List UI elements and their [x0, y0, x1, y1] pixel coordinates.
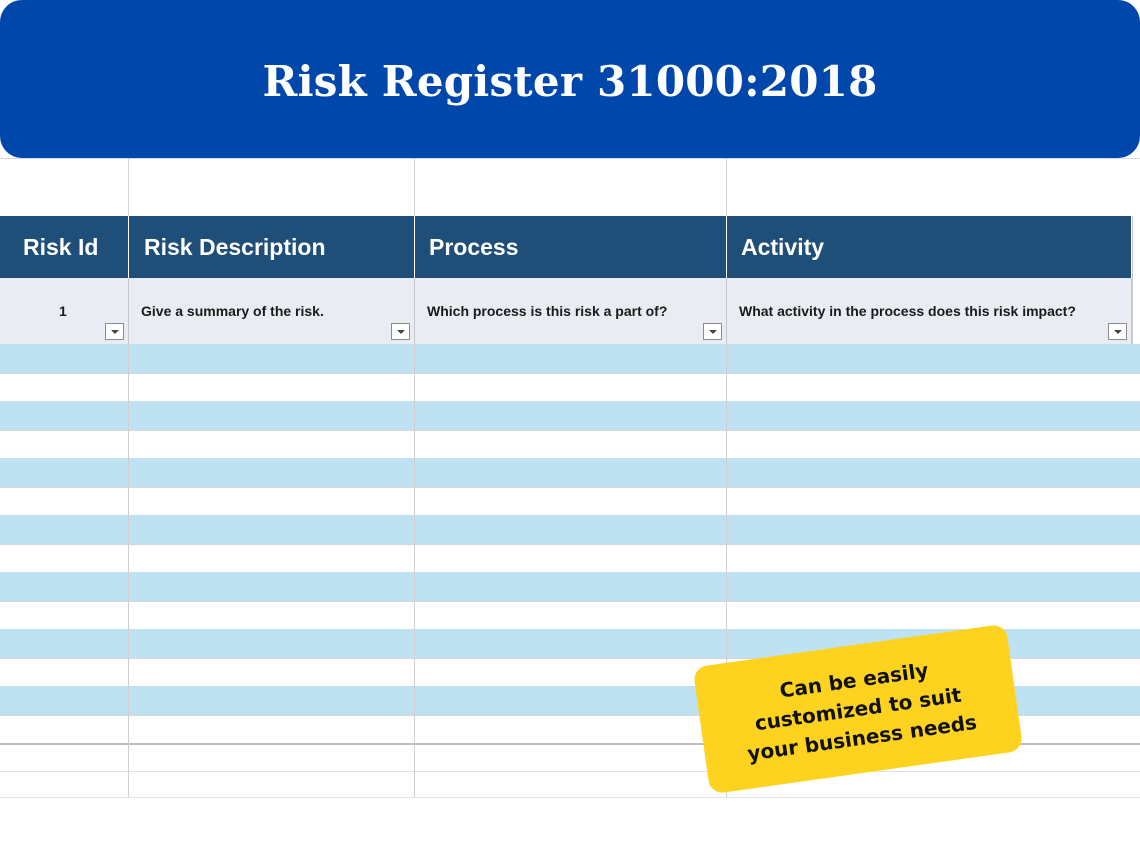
- column-header-risk-id[interactable]: Risk Id: [0, 216, 129, 278]
- grid-line: [726, 158, 727, 216]
- grid-line: [0, 158, 1140, 159]
- table-row[interactable]: [0, 572, 1140, 601]
- grid-line: [414, 158, 415, 216]
- table-row[interactable]: [0, 487, 1140, 517]
- column-header-risk-description[interactable]: Risk Description: [129, 216, 415, 278]
- next-column-edge: [1132, 216, 1140, 344]
- grid-line: [128, 344, 129, 797]
- page-title: Risk Register 31000:2018: [262, 56, 878, 106]
- filter-dropdown-icon[interactable]: [1108, 323, 1127, 340]
- grid-line: [0, 771, 1140, 772]
- cell-risk-description[interactable]: Give a summary of the risk.: [129, 278, 415, 344]
- cell-process[interactable]: Which process is this risk a part of?: [415, 278, 727, 344]
- table-row[interactable]: [0, 373, 1140, 403]
- filter-dropdown-icon[interactable]: [703, 323, 722, 340]
- table-header: [0, 216, 1132, 278]
- grid-line: [414, 344, 415, 797]
- grid-line: [0, 797, 1140, 798]
- table-row[interactable]: [0, 515, 1140, 544]
- cell-activity[interactable]: What activity in the process does this risk impact?: [727, 278, 1132, 344]
- callout-text: Can be easily customized to suit your business needs: [745, 657, 979, 766]
- table-row[interactable]: [0, 430, 1140, 460]
- table-row[interactable]: [0, 544, 1140, 574]
- table-row[interactable]: [0, 401, 1140, 430]
- table-row[interactable]: [0, 458, 1140, 487]
- filter-dropdown-icon[interactable]: [391, 323, 410, 340]
- title-banner: [0, 0, 1140, 158]
- column-header-activity[interactable]: Activity: [727, 216, 1132, 278]
- cell-risk-id[interactable]: 1: [0, 278, 129, 344]
- grid-line: [128, 158, 129, 216]
- table-row: [0, 278, 1132, 344]
- column-header-process[interactable]: Process: [415, 216, 727, 278]
- table-row[interactable]: [0, 344, 1140, 373]
- table-row[interactable]: [0, 601, 1140, 631]
- filter-dropdown-icon[interactable]: [105, 323, 124, 340]
